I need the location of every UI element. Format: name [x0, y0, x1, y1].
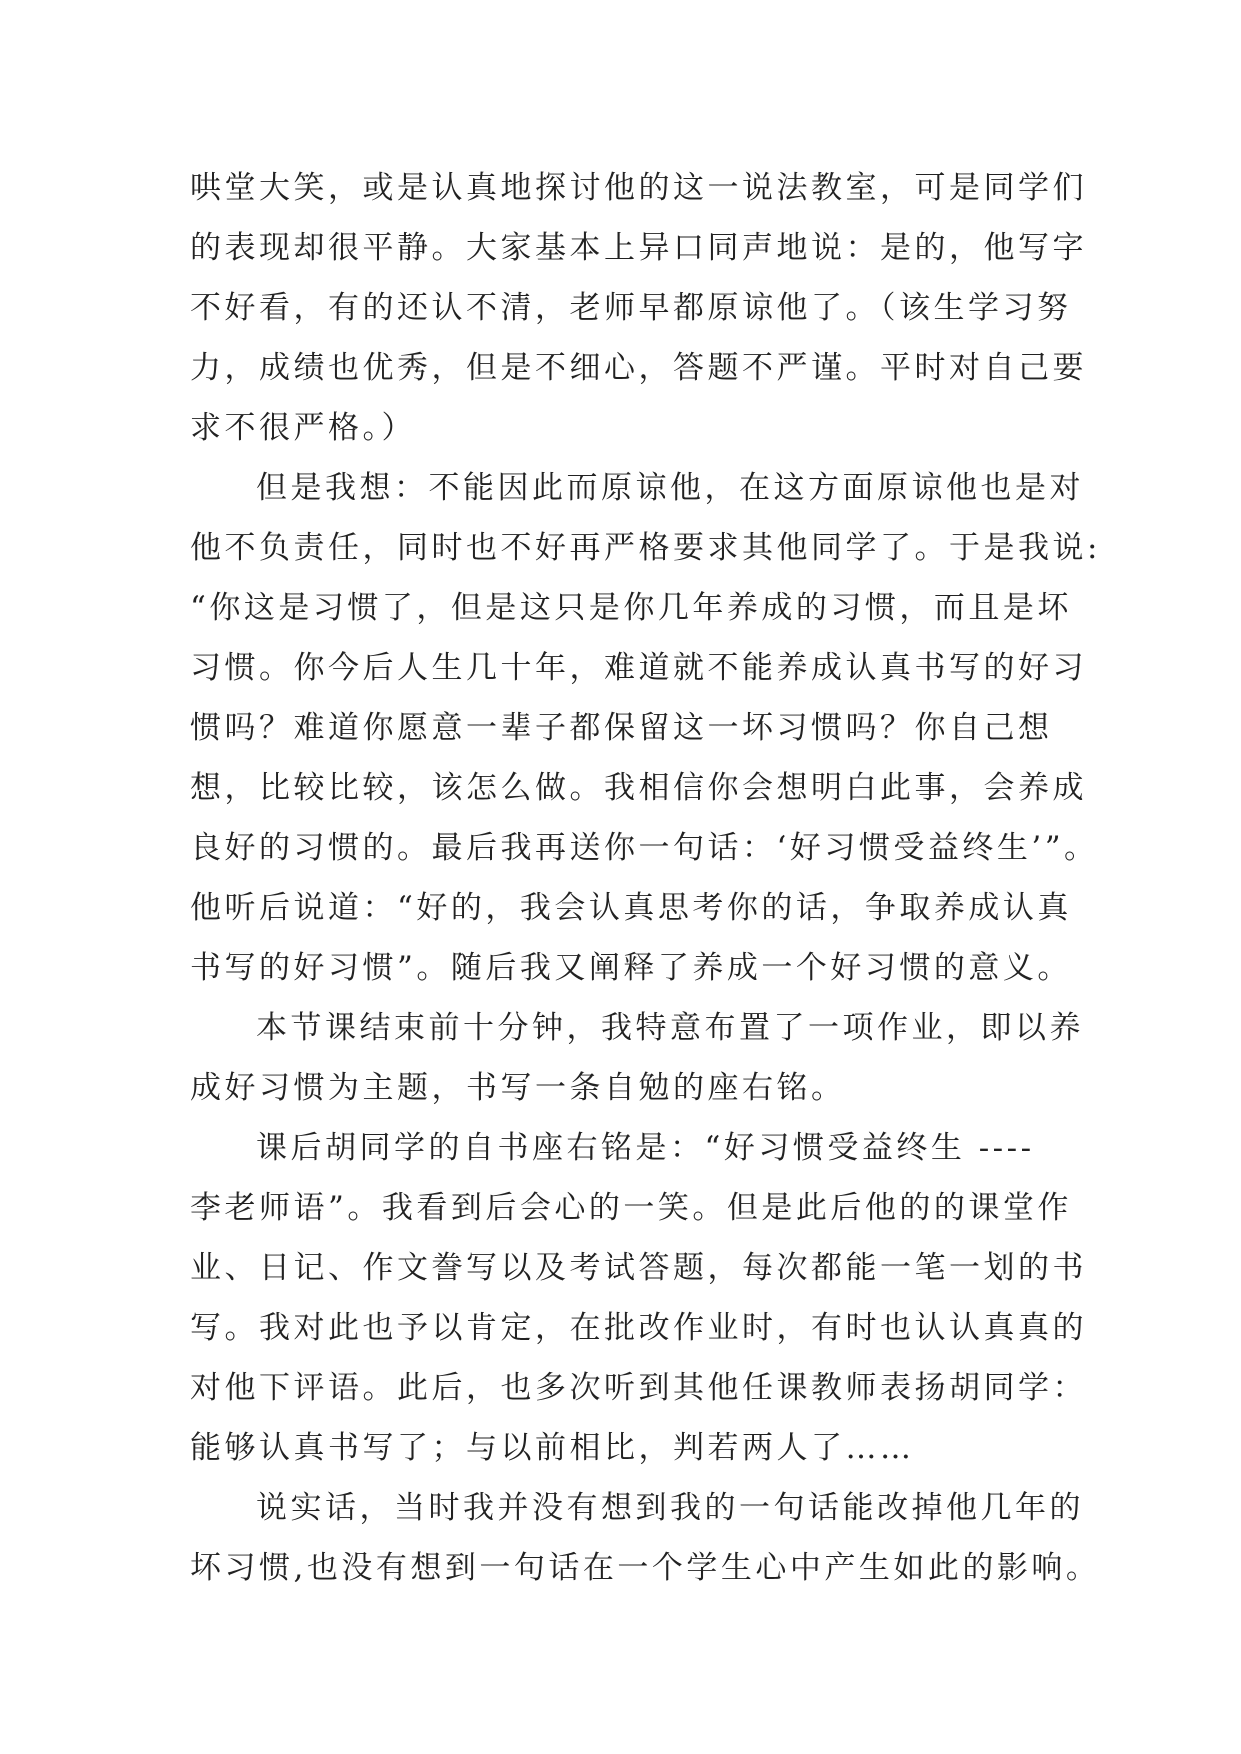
text-line: 他听后说道：“好的，我会认真思考你的话，争取养成认真: [190, 890, 1072, 926]
text-line: 课后胡同学的自书座右铭是：“好习惯受益终生 ----: [256, 1130, 1035, 1166]
text-line: 坏习惯,也没有想到一句话在一个学生心中产生如此的影响。: [190, 1550, 1101, 1586]
paragraph-2: [190, 458, 1101, 998]
text-line: 求不很严格。）: [190, 410, 416, 446]
text-line: 但是我想：不能因此而原谅他，在这方面原谅他也是对: [256, 470, 1084, 506]
text-line: 说实话，当时我并没有想到我的一句话能改掉他几年的: [256, 1490, 1084, 1526]
text-line: 惯吗？难道你愿意一辈子都保留这一坏习惯吗？你自己想: [190, 710, 1053, 746]
text-line: 他不负责任，同时也不好再严格要求其他同学了。于是我说:: [190, 530, 1101, 566]
paragraph-3: [190, 998, 1084, 1118]
text-line: 能够认真书写了；与以前相比，判若两人了……: [190, 1430, 915, 1466]
text-line: 写。我对此也予以肯定，在批改作业时，有时也认认真真的: [190, 1310, 1087, 1346]
text-line: 想，比较比较，该怎么做。我相信你会想明白此事，会养成: [190, 770, 1087, 806]
paragraph-5: [190, 1478, 1101, 1598]
document-body: [190, 158, 1101, 1598]
text-line: 李老师语”。我看到后会心的一笑。但是此后他的的课堂作: [190, 1190, 1072, 1226]
paragraph-4: [190, 1118, 1087, 1478]
text-line: 成好习惯为主题，书写一条自勉的座右铭。: [190, 1070, 846, 1106]
text-line: 不好看，有的还认不清，老师早都原谅他了。（该生学习努: [190, 290, 1072, 326]
text-line: 的表现却很平静。大家基本上异口同声地说：是的，他写字: [190, 230, 1087, 266]
text-line: 对他下评语。此后，也多次听到其他任课教师表扬胡同学：: [190, 1370, 1087, 1406]
text-line: 良好的习惯的。最后我再送你一句话：‘好习惯受益终生’”。: [190, 830, 1099, 866]
text-line: 本节课结束前十分钟，我特意布置了一项作业，即以养: [256, 1010, 1084, 1046]
text-line: 力，成绩也优秀，但是不细心，答题不严谨。平时对自己要: [190, 350, 1087, 386]
text-line: 哄堂大笑，或是认真地探讨他的这一说法教室，可是同学们: [190, 170, 1087, 206]
text-line: 书写的好习惯”。随后我又阐释了养成一个好习惯的意义。: [190, 950, 1072, 986]
text-line: “你这是习惯了，但是这只是你几年养成的习惯，而且是坏: [190, 590, 1072, 626]
text-line: 业、日记、作文誊写以及考试答题，每次都能一笔一划的书: [190, 1250, 1087, 1286]
text-line: 习惯。你今后人生几十年，难道就不能养成认真书写的好习: [190, 650, 1087, 686]
paragraph-1: [190, 158, 1087, 458]
